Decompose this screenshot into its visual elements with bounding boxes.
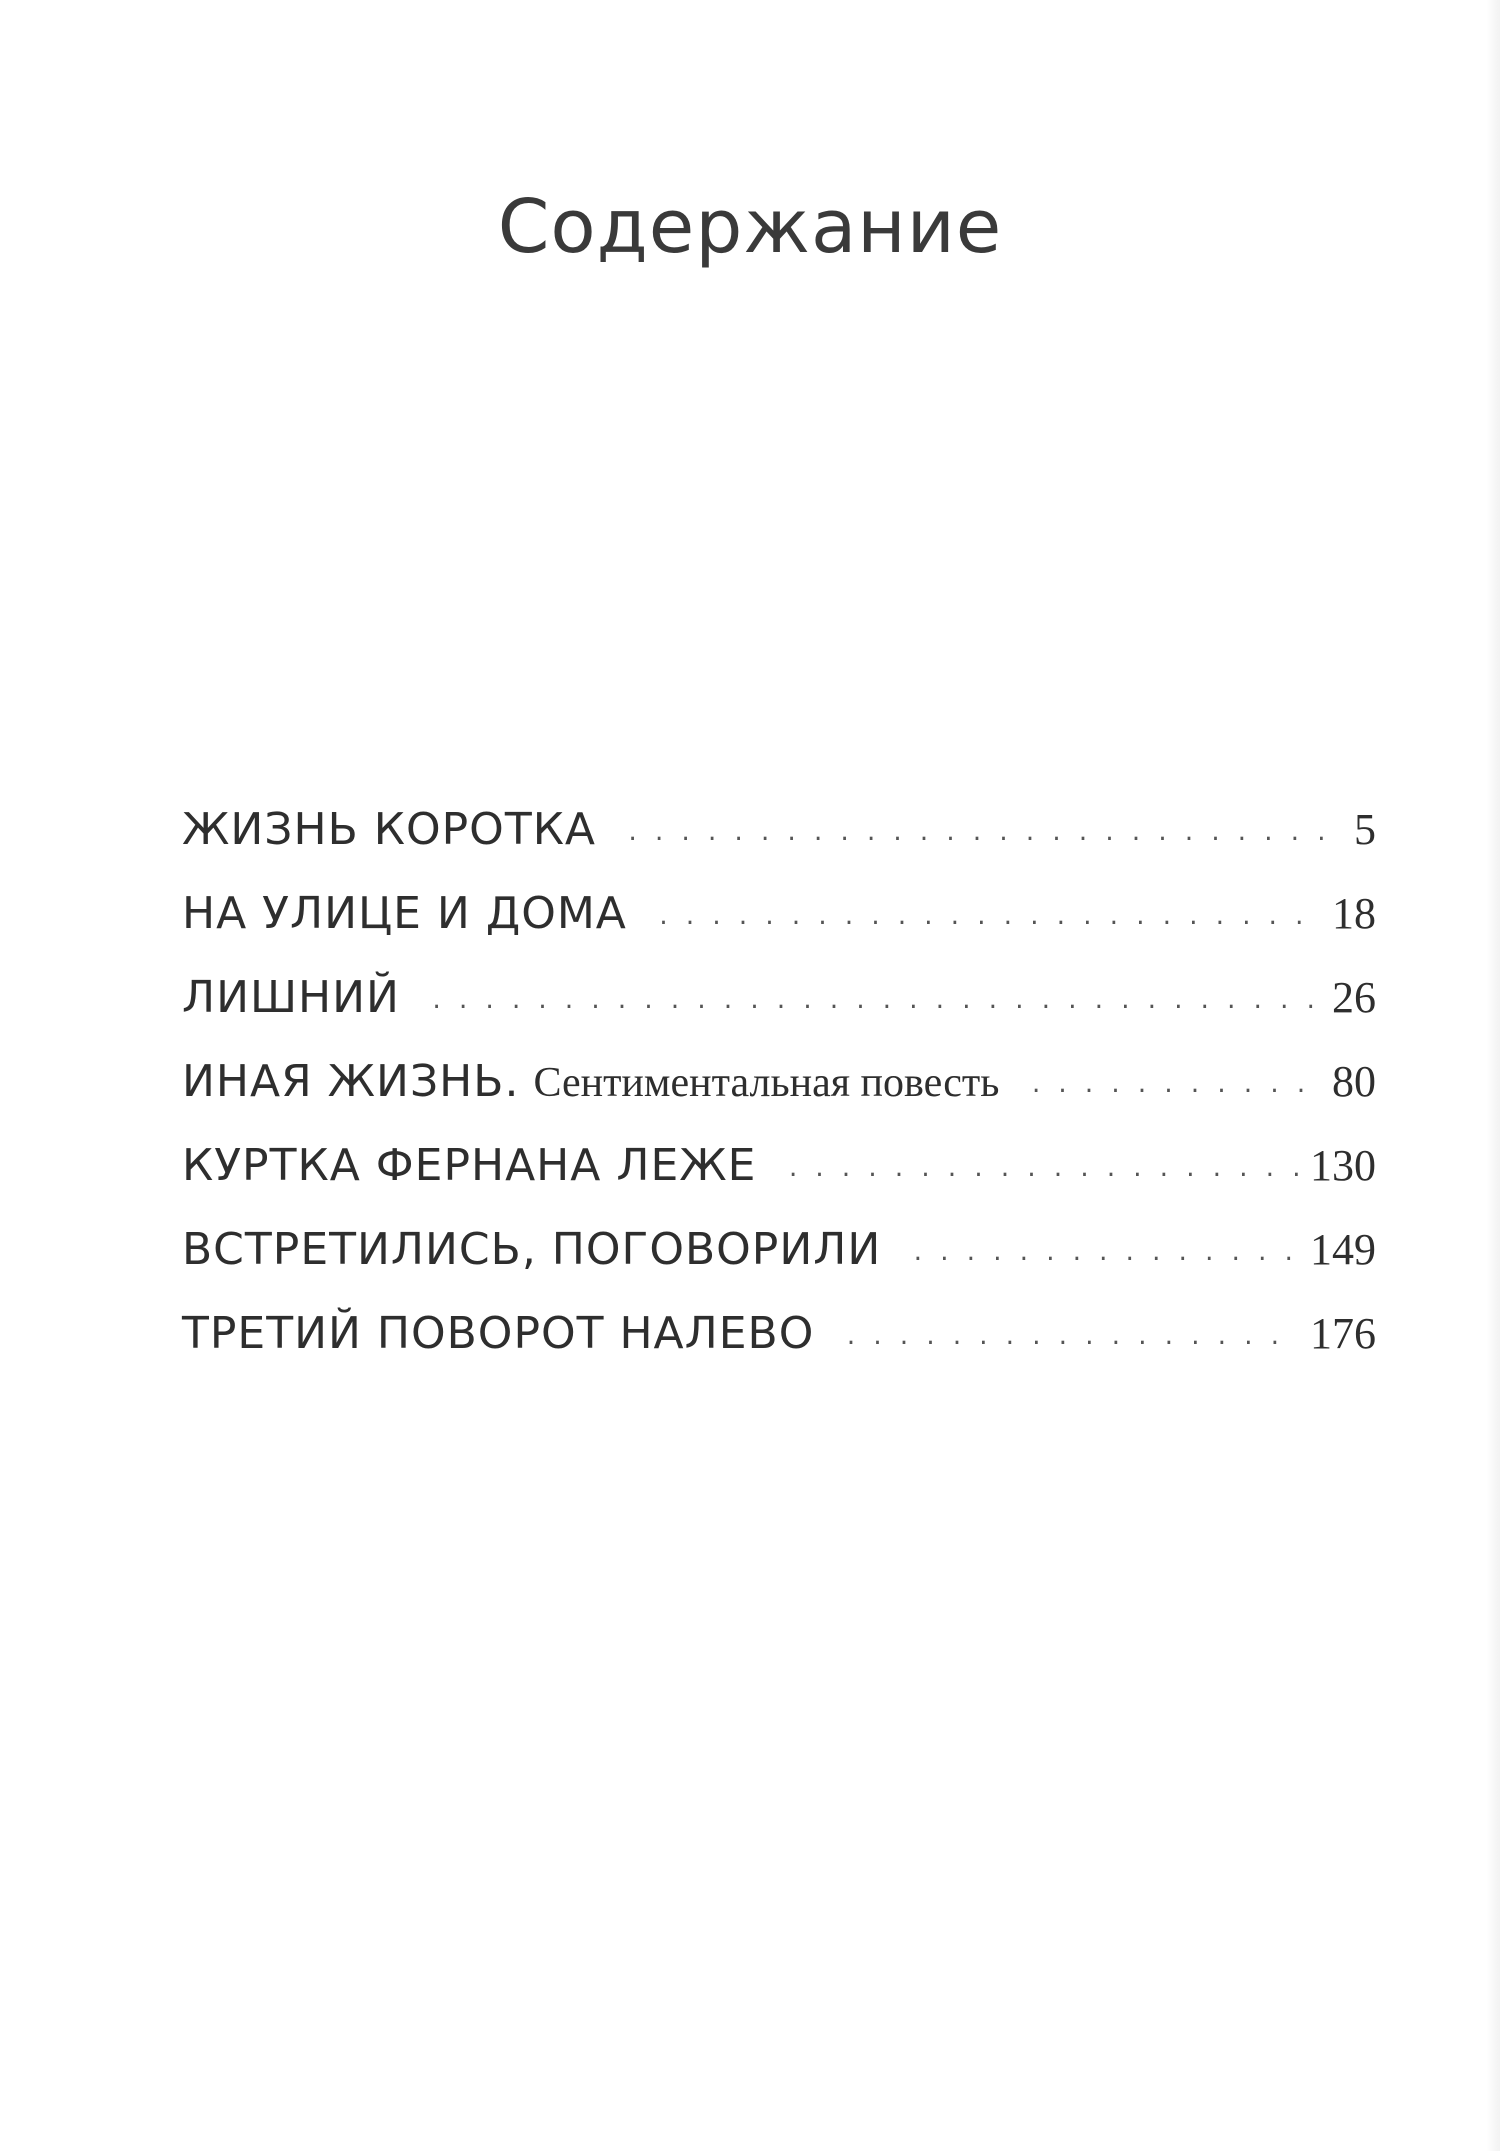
toc-leader-dots — [844, 1325, 1300, 1350]
table-of-contents — [182, 804, 1376, 1392]
toc-entry-title: ЛИШНИЙ — [182, 972, 400, 1023]
page-title: Содержание — [497, 184, 1003, 270]
toc-entry — [182, 1224, 1376, 1308]
toc-entry — [182, 1308, 1376, 1392]
toc-entry — [182, 888, 1376, 972]
toc-entry-page: 130 — [1310, 1141, 1376, 1190]
toc-entry-title: ИНАЯ ЖИЗНЬ. — [182, 1056, 520, 1107]
toc-entry-title: ЖИЗНЬ КОРОТКА — [182, 804, 597, 855]
toc-entry-page: 149 — [1310, 1225, 1376, 1274]
toc-entry-subtitle: Сентиментальная повесть — [533, 1060, 1000, 1106]
toc-leader-dots — [1029, 1073, 1322, 1098]
toc-entry-page: 80 — [1332, 1057, 1376, 1106]
page-edge-shadow — [1486, 0, 1500, 2151]
toc-entry — [182, 1056, 1376, 1140]
toc-entry-page: 18 — [1332, 889, 1376, 938]
toc-entry — [182, 972, 1376, 1056]
toc-entry-title: ВСТРЕТИЛИСЬ, ПОГОВОРИЛИ — [182, 1224, 882, 1275]
toc-leader-dots — [786, 1157, 1300, 1182]
toc-entry-page: 176 — [1310, 1309, 1376, 1358]
toc-entry-page: 26 — [1332, 973, 1376, 1022]
toc-leader-dots — [626, 821, 1326, 846]
toc-leader-dots — [430, 989, 1322, 1014]
toc-leader-dots — [657, 905, 1322, 930]
toc-entry-page: 5 — [1354, 805, 1376, 854]
toc-entry — [182, 1140, 1376, 1224]
toc-entry-title: НА УЛИЦЕ И ДОМА — [182, 888, 627, 939]
toc-leader-dots — [911, 1241, 1300, 1266]
toc-entry — [182, 804, 1376, 888]
toc-entry-title: КУРТКА ФЕРНАНА ЛЕЖЕ — [182, 1140, 757, 1191]
toc-entry-title: ТРЕТИЙ ПОВОРОТ НАЛЕВО — [182, 1308, 815, 1359]
